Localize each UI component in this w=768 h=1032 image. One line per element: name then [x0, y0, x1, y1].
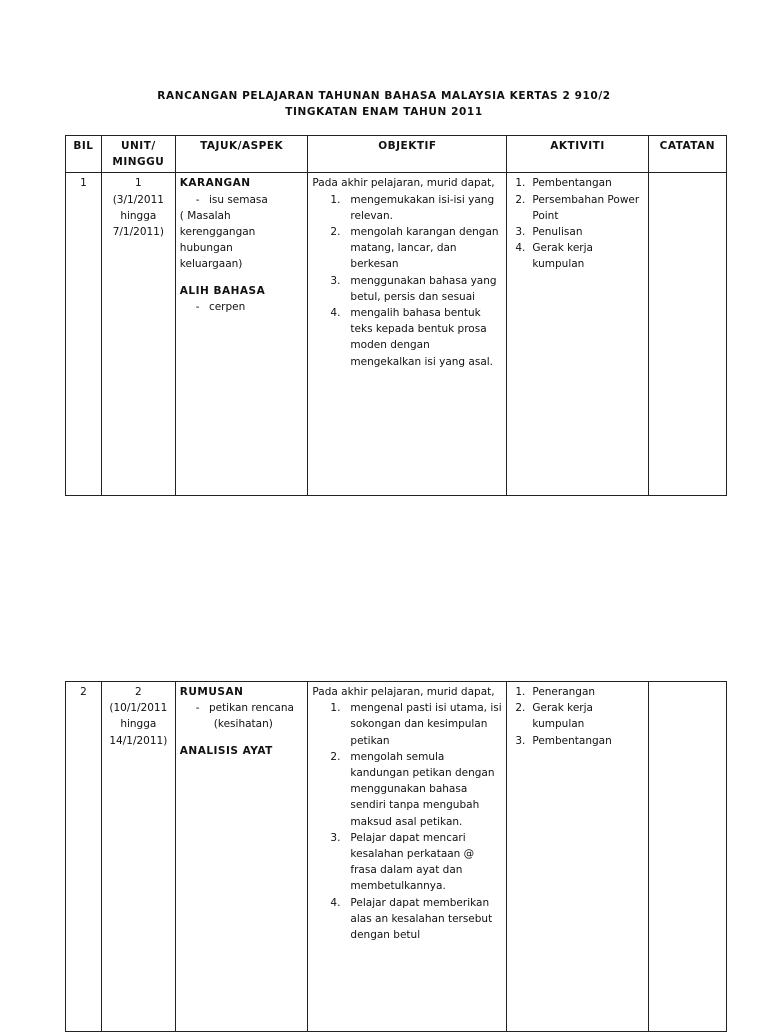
list-item: 3. menggunakan bahasa yang betul, persis dan sesuai [330, 274, 497, 303]
topic-heading: RUMUSAN [179, 686, 244, 698]
table-header-row [66, 136, 727, 173]
col-header-unit: UNIT/ MINGGU [101, 136, 175, 173]
col-header-tajuk: TAJUK/ASPEK [175, 136, 308, 173]
col-header-catatan: CATATAN [648, 136, 726, 173]
activity-list [511, 175, 643, 272]
list-item: 2. Gerak kerja kumpulan [515, 702, 593, 731]
activity-list [511, 684, 643, 749]
cell-tajuk: KARANGAN - isu semasa ( Masalah kerenggangan hubungan keluargaan) ALIH BAHASA - cerpen [175, 173, 308, 496]
subtopic: - cerpen [180, 299, 304, 315]
objective-list [312, 192, 502, 370]
list-item: 1. Penerangan [515, 686, 596, 698]
cell-catatan [648, 173, 726, 496]
topic-heading: ANALISIS AYAT [179, 744, 273, 757]
objective-list [312, 700, 502, 943]
cell-tajuk: RUMUSAN - petikan rencana (kesihatan) ANALISIS AYAT [175, 682, 308, 1032]
cell-bil: 2 [66, 682, 102, 1032]
plan-table-1 [65, 135, 727, 496]
cell-objektif: Pada akhir pelajaran, murid dapat, 1. mengemukakan isi-isi yang relevan. 2. mengolah karangan dengan matang, lancar, dan berkesan 3. menggunakan bahasa yang betul, persis dan sesuai 4. mengalih bahasa bentuk teks kepada bentuk prosa moden dengan mengekalkan isi yang asal. [308, 173, 507, 496]
cell-catatan [648, 682, 726, 1032]
list-item: 4. mengalih bahasa bentuk teks kepada bentuk prosa moden dengan mengekalkan isi yang asal. [330, 307, 494, 368]
list-item: 3. Pelajar dapat mencari kesalahan perkataan @ frasa dalam ayat dan membetulkannya. [330, 831, 475, 893]
list-item: 2. mengolah semula kandungan petikan dengan menggunakan bahasa sendiri tanpa mengubah maksud asal petikan. [330, 750, 495, 828]
list-item: 1. Pembentangan [515, 177, 612, 190]
col-header-aktiviti: AKTIVITI [507, 136, 648, 173]
plan-table-2 [65, 681, 727, 1032]
list-item: 4. Pelajar dapat memberikan alas an kesalahan tersebut dengan betul [330, 896, 493, 942]
cell-aktiviti [507, 682, 648, 1032]
cell-objektif: Pada akhir pelajaran, murid dapat, 1. mengenal pasti isi utama, isi sokongan dan kesimpulan petikan 2. mengolah semula kandungan petikan dengan menggunakan bahasa sendiri tanpa mengubah maksud asal petikan. 3. Pelajar dapat mencari kesalahan perkataan @ frasa dalam ayat dan membetulkannya. 4. Pelajar dapat memberikan alas an kesalahan tersebut dengan betul [308, 682, 507, 1032]
list-item: 2. Persembahan Power Point [515, 193, 640, 222]
cell-aktiviti [507, 173, 648, 496]
table-row [66, 173, 727, 496]
subtopic: - petikan rencana [180, 700, 304, 716]
list-item: 3. Pembentangan [515, 734, 612, 747]
table-row [66, 682, 727, 1032]
topic-heading: ALIH BAHASA [179, 284, 266, 297]
list-item: 1. mengenal pasti isi utama, isi sokongan dan kesimpulan petikan [330, 702, 502, 747]
subtopic: - isu semasa [180, 192, 304, 208]
document-subtitle: TINGKATAN ENAM TAHUN 2011 [285, 106, 483, 118]
col-header-bil: BIL [66, 136, 102, 173]
list-item: 2. mengolah karangan dengan matang, lancar, dan berkesan [330, 226, 499, 271]
list-item: 4. Gerak kerja kumpulan [515, 242, 593, 271]
cell-unit: 1 (3/1/2011 hingga 7/1/2011) [101, 173, 175, 496]
document-title: RANCANGAN PELAJARAN TAHUNAN BAHASA MALAYSIA KERTAS 2 910/2 [157, 90, 611, 102]
cell-unit: 2 (10/1/2011 hingga 14/1/2011) [101, 682, 175, 1032]
topic-heading: KARANGAN [179, 177, 251, 190]
cell-bil: 1 [66, 173, 102, 496]
list-item: 3. Penulisan [515, 226, 583, 239]
col-header-objektif: OBJEKTIF [308, 136, 507, 173]
list-item: 1. mengemukakan isi-isi yang relevan. [330, 193, 495, 222]
